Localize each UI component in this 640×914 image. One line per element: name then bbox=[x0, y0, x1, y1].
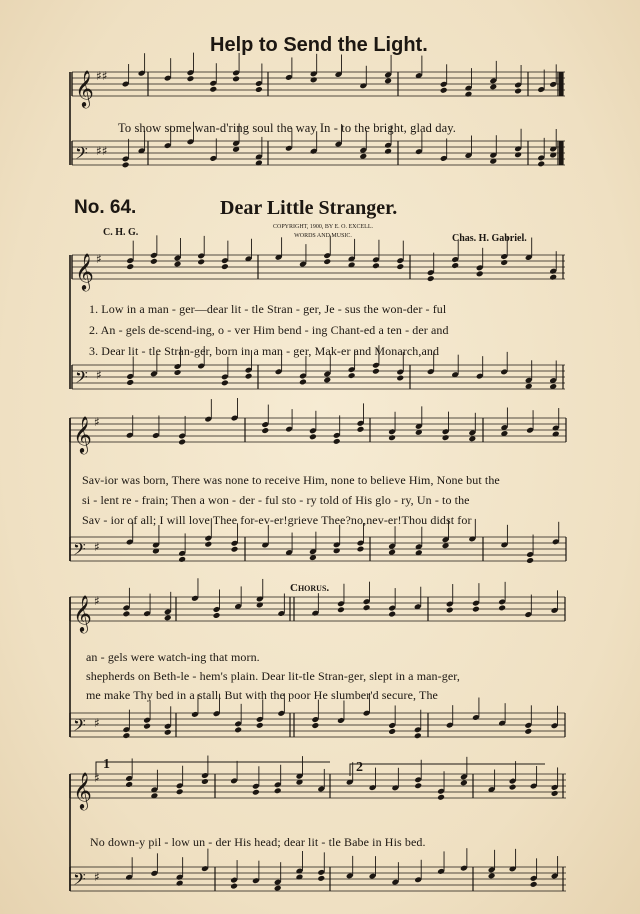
hymn-title-dear-little-stranger: Dear Little Stranger. bbox=[220, 197, 398, 219]
treble-clef: 𝄞 bbox=[73, 594, 92, 632]
note-head bbox=[234, 726, 242, 733]
note-head bbox=[509, 784, 517, 791]
note-head bbox=[261, 427, 269, 434]
note-head bbox=[274, 885, 282, 892]
note-head bbox=[197, 259, 205, 266]
note-head bbox=[256, 602, 264, 609]
note-head bbox=[489, 84, 497, 91]
note-head bbox=[317, 875, 325, 882]
note-head bbox=[126, 379, 134, 386]
note-head bbox=[221, 263, 229, 270]
key-signature: ♯♯ bbox=[96, 144, 108, 158]
first-ending-number: 1 bbox=[103, 757, 110, 772]
note-head bbox=[337, 606, 345, 613]
key-signature: ♯ bbox=[94, 415, 100, 429]
note-head bbox=[530, 881, 538, 888]
final-bar bbox=[559, 141, 563, 165]
note-head bbox=[143, 723, 151, 730]
hymn-number: No. 64. bbox=[74, 197, 137, 218]
second-ending-number: 2 bbox=[356, 760, 363, 775]
treble-clef: 𝄞 bbox=[75, 252, 94, 290]
note-head bbox=[176, 788, 184, 795]
note-head bbox=[125, 781, 133, 788]
note-head bbox=[446, 607, 454, 614]
note-head bbox=[498, 604, 506, 611]
verse3-line3: me make Thy bed in a stall. But with the poor He slumber'd secure, The bbox=[86, 688, 438, 702]
note-head bbox=[488, 872, 496, 879]
bass-clef: 𝄢 bbox=[73, 869, 86, 893]
note-head bbox=[524, 728, 532, 735]
treble-clef: 𝄞 bbox=[75, 69, 94, 107]
note-head bbox=[552, 431, 560, 438]
verse2-line2: si - lent re - frain; Then a won - der - ful sto - ry told of His glo - ry, Un - to the bbox=[82, 493, 470, 507]
note-head bbox=[221, 379, 229, 386]
key-signature: ♯ bbox=[94, 870, 100, 884]
key-signature: ♯ bbox=[96, 252, 102, 266]
key-signature: ♯ bbox=[94, 771, 100, 785]
chorus-label: Chorus. bbox=[290, 582, 330, 594]
key-signature: ♯ bbox=[94, 716, 100, 730]
bass-clef: 𝄢 bbox=[75, 143, 88, 167]
key-signature: ♯♯ bbox=[96, 69, 108, 83]
note-head bbox=[388, 728, 396, 735]
note-head bbox=[372, 368, 380, 375]
bass-clef: 𝄢 bbox=[73, 539, 86, 563]
note-head bbox=[348, 372, 356, 379]
note-head bbox=[122, 610, 130, 617]
verse2-line1: 2. An - gels de-scend-ing, o - ver Him bend - ing Chant-ed a ten - der and bbox=[89, 323, 449, 337]
note-head bbox=[514, 151, 522, 158]
note-head bbox=[384, 148, 392, 155]
copyright-subline: WORDS AND MUSIC. bbox=[294, 233, 352, 239]
note-head bbox=[256, 722, 264, 729]
note-head bbox=[472, 606, 480, 613]
note-head bbox=[122, 732, 130, 739]
note-head bbox=[396, 375, 404, 382]
key-signature: ♯ bbox=[96, 368, 102, 382]
note-head bbox=[460, 779, 468, 786]
hymn1-lyric-line: To show some wan-d'ring soul the way In - to the bright, glad day. bbox=[118, 121, 457, 135]
note-head bbox=[187, 75, 195, 82]
note-head bbox=[476, 270, 484, 277]
note-head bbox=[174, 369, 182, 376]
verse2-line3: shepherds on Beth-le - hem's plain. Dear lit-tle Stran-ger, slept in a man-ger, bbox=[86, 669, 460, 683]
note-head bbox=[388, 434, 396, 441]
bass-clef: 𝄢 bbox=[75, 367, 88, 391]
verse3-line1: 3. Dear lit - tle Stran-ger, born in a man - ger, Mak-er and Monarch,and bbox=[89, 344, 440, 358]
key-signature: ♯ bbox=[94, 594, 100, 608]
note-head bbox=[514, 88, 522, 95]
note-head bbox=[468, 435, 476, 442]
verse1-line3: an - gels were watch-ing that morn. bbox=[86, 650, 260, 664]
note-head bbox=[311, 722, 319, 729]
bass-clef: 𝄢 bbox=[73, 715, 86, 739]
note-head bbox=[388, 611, 396, 618]
composer-credit: Chas. H. Gabriel. bbox=[452, 233, 527, 244]
note-head bbox=[500, 259, 508, 266]
note-head bbox=[384, 78, 392, 85]
note-head bbox=[451, 262, 459, 269]
note-head bbox=[255, 86, 263, 93]
verse3-line2: Sav - ior of all; I will love Thee for-ev-er!grieve Thee?no,nev-er!Thou didst for bbox=[82, 513, 472, 527]
note-head bbox=[174, 261, 182, 268]
note-head bbox=[150, 258, 158, 265]
note-head bbox=[551, 790, 559, 797]
note-head bbox=[299, 379, 307, 386]
note-head bbox=[274, 787, 282, 794]
note-head bbox=[549, 274, 557, 281]
final-bar bbox=[559, 72, 563, 96]
note-head bbox=[333, 547, 341, 554]
verse1-line2: Sav-ior was born, There was none to receive Him, none to believe Him, None but the bbox=[82, 473, 500, 487]
note-head bbox=[232, 76, 240, 83]
copyright-notice: COPYRIGHT, 1900, BY E. O. EXCELL. bbox=[273, 224, 373, 230]
note-head bbox=[209, 86, 217, 93]
note-head bbox=[357, 426, 365, 433]
treble-clef: 𝄞 bbox=[73, 771, 92, 809]
note-head bbox=[357, 546, 365, 553]
note-head bbox=[537, 160, 545, 167]
note-head bbox=[388, 549, 396, 556]
note-head bbox=[323, 258, 331, 265]
note-head bbox=[310, 76, 318, 83]
note-head bbox=[178, 439, 186, 446]
note-head bbox=[442, 434, 450, 441]
note-head bbox=[323, 377, 331, 384]
note-head bbox=[372, 262, 380, 269]
note-head bbox=[363, 604, 371, 611]
key-signature: ♯ bbox=[94, 540, 100, 554]
note-head bbox=[245, 373, 253, 380]
note-head bbox=[178, 556, 186, 563]
note-head bbox=[231, 546, 239, 553]
note-head bbox=[252, 789, 260, 796]
author-initials: C. H. G. bbox=[103, 227, 139, 238]
treble-clef: 𝄞 bbox=[73, 415, 92, 453]
note-head bbox=[437, 794, 445, 801]
note-head bbox=[396, 263, 404, 270]
note-head bbox=[230, 883, 238, 890]
chorus-last-line: No down-y pil - low un - der His head; dear lit - tle Babe in His bed. bbox=[90, 835, 426, 849]
note-head bbox=[122, 161, 130, 168]
note-head bbox=[201, 778, 209, 785]
note-head bbox=[164, 614, 172, 621]
note-head bbox=[414, 732, 422, 739]
note-head bbox=[465, 91, 473, 98]
note-head bbox=[213, 612, 221, 619]
note-head bbox=[526, 557, 534, 564]
note-head bbox=[309, 433, 317, 440]
note-head bbox=[414, 782, 422, 789]
hymn-title-help-to-send-the-light: Help to Send the Light. bbox=[210, 34, 428, 56]
note-head bbox=[333, 438, 341, 445]
note-head bbox=[440, 87, 448, 94]
note-head bbox=[176, 880, 184, 887]
note-head bbox=[126, 263, 134, 270]
verse1-line1: 1. Low in a man - ger—dear lit - tle Stran - ger, Je - sus the won-der - ful bbox=[89, 302, 447, 316]
note-head bbox=[164, 729, 172, 736]
note-head bbox=[427, 275, 435, 282]
note-head bbox=[204, 541, 212, 548]
